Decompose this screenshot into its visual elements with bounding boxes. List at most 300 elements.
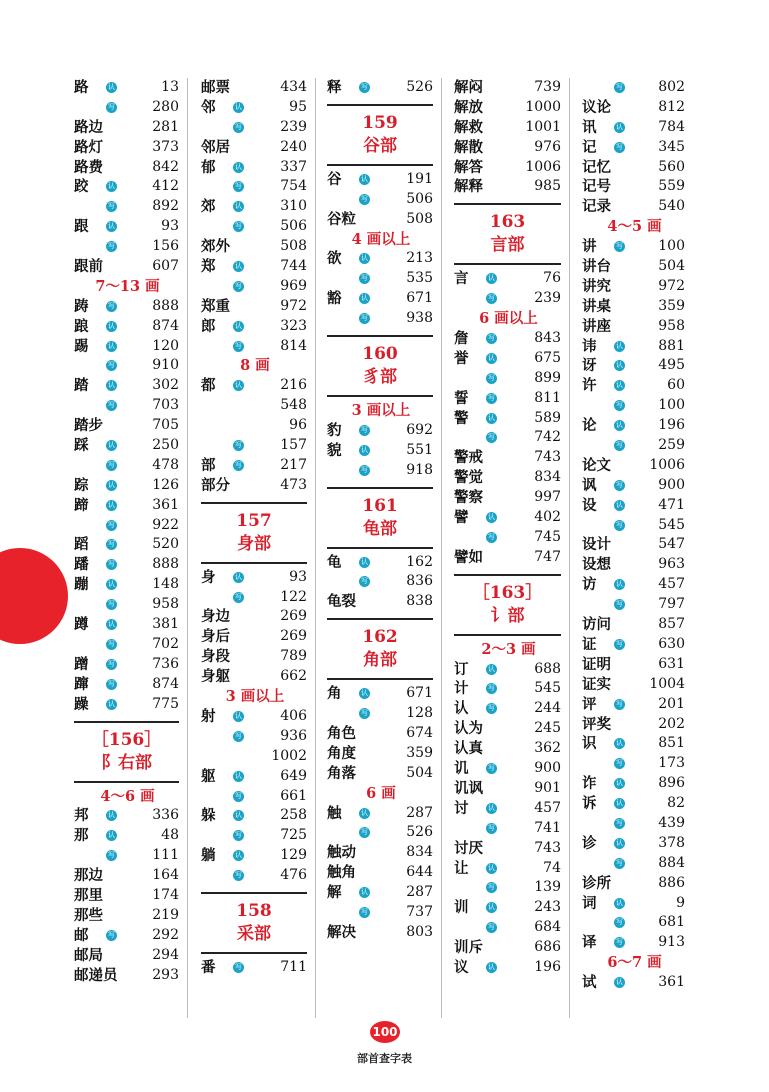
entry-word: 讲究 (582, 277, 611, 295)
radical-name: 讠部 (490, 605, 525, 626)
stroke-count-heading: 3 画以上 (351, 402, 411, 420)
page-ref: 711 (280, 958, 307, 975)
entry-word: 讲桌 (582, 297, 611, 315)
page-ref: 1002 (271, 747, 307, 764)
page-ref: 302 (152, 377, 179, 394)
page-ref: 111 (152, 847, 179, 864)
page-ref: 547 (658, 536, 685, 553)
page-ref: 812 (658, 98, 685, 115)
index-entry (72, 98, 183, 118)
index-entry (325, 572, 437, 592)
entry-word: 蹭 (74, 655, 89, 673)
page-ref: 508 (406, 210, 433, 227)
write-tag-icon: 写 (235, 962, 242, 971)
page-ref: 560 (658, 158, 685, 175)
page-ref: 1006 (649, 456, 685, 473)
index-column-2 (199, 78, 316, 1018)
page-ref: 173 (658, 755, 685, 772)
recognize-tag-icon: 认 (108, 341, 115, 350)
entry-word: 解释 (454, 178, 483, 196)
page-ref: 310 (280, 198, 307, 215)
page-ref: 361 (658, 974, 685, 991)
page-ref: 337 (280, 158, 307, 175)
index-entry (452, 138, 565, 158)
index-entry (580, 734, 689, 754)
write-tag-icon: 写 (235, 871, 242, 880)
page-ref: 471 (658, 496, 685, 513)
recognize-tag-icon: 认 (361, 174, 368, 183)
recognize-tag-icon: 认 (108, 182, 115, 191)
index-entry (199, 197, 311, 217)
write-tag-icon: 写 (361, 194, 368, 203)
index-entry (580, 774, 689, 794)
index-column-5 (580, 78, 693, 1018)
index-entry (72, 695, 183, 715)
entry-word: 郑重 (201, 297, 230, 315)
write-tag-icon: 写 (108, 460, 115, 469)
index-entry (325, 249, 437, 269)
page-ref: 874 (152, 675, 179, 692)
page-ref: 607 (152, 258, 179, 275)
page-ref: 834 (406, 844, 433, 861)
page-ref: 216 (280, 377, 307, 394)
page-ref: 884 (658, 854, 685, 871)
page-ref: 814 (280, 337, 307, 354)
write-tag-icon: 写 (616, 480, 623, 489)
index-entry (199, 647, 311, 667)
index-entry (580, 98, 689, 118)
radical-name: 言部 (490, 235, 525, 256)
index-entry (452, 779, 565, 799)
recognize-tag-icon: 认 (108, 831, 115, 840)
index-entry (580, 376, 689, 396)
page-ref: 294 (152, 946, 179, 963)
recognize-tag-icon: 认 (488, 413, 495, 422)
index-entry (72, 197, 183, 217)
index-entry (452, 98, 565, 118)
page-ref: 913 (658, 934, 685, 951)
recognize-tag-icon: 认 (488, 803, 495, 812)
index-entry (72, 575, 183, 595)
entry-word: 议 (454, 958, 469, 976)
write-tag-icon: 写 (108, 600, 115, 609)
write-tag-icon: 写 (235, 791, 242, 800)
index-entry (199, 826, 311, 846)
write-tag-icon: 写 (616, 600, 623, 609)
page-ref: 362 (534, 740, 561, 757)
entry-word: 许 (582, 377, 597, 395)
page-ref: 269 (280, 628, 307, 645)
index-entry (72, 476, 183, 496)
page-ref: 162 (406, 553, 433, 570)
index-entry (72, 595, 183, 615)
write-tag-icon: 写 (235, 592, 242, 601)
page-ref: 240 (280, 138, 307, 155)
radical-section-header (74, 721, 179, 783)
entry-word: 邮 (74, 926, 89, 944)
page-ref: 881 (658, 337, 685, 354)
recognize-tag-icon: 认 (616, 898, 623, 907)
recognize-tag-icon: 认 (235, 162, 242, 171)
index-entry (72, 806, 183, 826)
index-entry (580, 715, 689, 735)
entry-word: 郊外 (201, 238, 230, 256)
entry-word: 解答 (454, 158, 483, 176)
page-ref: 540 (658, 198, 685, 215)
write-tag-icon: 写 (108, 540, 115, 549)
index-entry (580, 476, 689, 496)
write-tag-icon: 写 (616, 142, 623, 151)
recognize-tag-icon: 认 (235, 711, 242, 720)
index-entry (325, 289, 437, 309)
entry-word: 躲 (201, 807, 216, 825)
recognize-tag-icon: 认 (488, 353, 495, 362)
entry-word: 邮票 (201, 79, 230, 96)
page-ref: 244 (534, 700, 561, 717)
page-ref: 100 (658, 238, 685, 255)
index-entry (325, 744, 437, 764)
write-tag-icon: 写 (616, 818, 623, 827)
entry-word: 跟 (74, 218, 89, 236)
index-entry (580, 635, 689, 655)
write-tag-icon: 写 (488, 823, 495, 832)
page-ref: 736 (152, 655, 179, 672)
entry-word: 龟裂 (327, 593, 356, 611)
recognize-tag-icon: 认 (235, 381, 242, 390)
write-tag-icon: 写 (108, 401, 115, 410)
write-tag-icon: 写 (235, 731, 242, 740)
entry-word: 郑 (201, 258, 216, 276)
entry-word: 议论 (582, 98, 611, 116)
index-entry (325, 863, 437, 883)
entry-word: 踩 (74, 437, 89, 455)
index-entry (72, 866, 183, 886)
index-entry (580, 933, 689, 953)
entry-word: 诊所 (582, 874, 611, 892)
index-entry (452, 369, 565, 389)
entry-word: 踉 (74, 317, 89, 335)
index-entry (580, 197, 689, 217)
page-ref: 478 (152, 456, 179, 473)
index-entry (452, 508, 565, 528)
write-tag-icon: 写 (235, 122, 242, 131)
entry-word: 踪 (74, 476, 89, 494)
page-ref: 589 (534, 409, 561, 426)
page-ref: 381 (152, 616, 179, 633)
page-ref: 739 (534, 79, 561, 95)
page-ref: 874 (152, 317, 179, 334)
index-entry (580, 297, 689, 317)
entry-word: 郊 (201, 198, 216, 216)
index-entry (325, 553, 437, 573)
index-entry (580, 158, 689, 178)
entry-word: 譬 (454, 509, 469, 527)
radical-number: 162 (362, 627, 398, 648)
index-entry (72, 177, 183, 197)
entry-word: 触动 (327, 844, 356, 862)
write-tag-icon: 写 (108, 679, 115, 688)
page-ref: 938 (406, 310, 433, 327)
page-ref: 548 (280, 397, 307, 414)
write-tag-icon: 写 (108, 930, 115, 939)
recognize-tag-icon: 认 (235, 202, 242, 211)
recognize-tag-icon: 认 (108, 441, 115, 450)
index-entry (72, 217, 183, 237)
index-entry (452, 918, 565, 938)
entry-word: 蹄 (74, 496, 89, 514)
page-ref: 139 (534, 879, 561, 896)
page-ref: 888 (152, 556, 179, 573)
entry-word: 警 (454, 409, 469, 427)
index-entry (199, 376, 311, 396)
radical-number: 163 (489, 212, 526, 233)
page-ref: 174 (152, 886, 179, 903)
recognize-tag-icon: 认 (488, 274, 495, 283)
page-ref: 797 (658, 596, 685, 613)
index-entry (199, 667, 311, 687)
recognize-tag-icon: 认 (488, 664, 495, 673)
entry-word: 访问 (582, 616, 611, 634)
recognize-tag-icon: 认 (616, 978, 623, 987)
write-tag-icon: 写 (616, 699, 623, 708)
recognize-tag-icon: 认 (235, 811, 242, 820)
page-ref: 213 (406, 250, 433, 267)
index-entry (452, 389, 565, 409)
page-ref: 506 (280, 218, 307, 235)
index-entry (325, 210, 437, 230)
index-entry (199, 237, 311, 257)
entry-word: 讥讽 (454, 779, 483, 797)
recognize-tag-icon: 认 (361, 445, 368, 454)
page-ref: 74 (543, 859, 561, 876)
page-ref: 802 (658, 79, 685, 95)
entry-word: 触角 (327, 864, 356, 882)
index-entry (199, 767, 311, 787)
index-entry (199, 277, 311, 297)
index-entry (199, 337, 311, 357)
index-entry (199, 78, 311, 98)
radical-number: 159 (362, 112, 398, 133)
index-entry (580, 615, 689, 635)
page-ref: 287 (406, 804, 433, 821)
entry-word: 谷粒 (327, 210, 356, 228)
entry-word: 躁 (74, 695, 89, 713)
page-ref: 191 (406, 170, 433, 187)
page-ref: 457 (658, 576, 685, 593)
stroke-count-heading: 4 画以上 (351, 230, 411, 248)
index-entry (325, 441, 437, 461)
index-entry (199, 456, 311, 476)
index-entry (199, 257, 311, 277)
recognize-tag-icon: 认 (108, 811, 115, 820)
index-entry (72, 237, 183, 257)
index-entry (72, 946, 183, 966)
page-ref: 60 (667, 377, 685, 394)
write-tag-icon: 写 (235, 831, 242, 840)
entry-word: 讲座 (582, 317, 611, 335)
radical-number: 160 (362, 344, 398, 365)
index-entry (452, 118, 565, 138)
index-entry (72, 376, 183, 396)
page-ref: 703 (152, 397, 179, 414)
write-tag-icon: 写 (108, 560, 115, 569)
index-entry (580, 535, 689, 555)
index-entry (72, 456, 183, 476)
index-entry (452, 660, 565, 680)
recognize-tag-icon: 认 (616, 381, 623, 390)
recognize-tag-icon: 认 (235, 102, 242, 111)
index-entry (452, 269, 565, 289)
entry-word: 谷 (327, 170, 342, 188)
index-entry (580, 317, 689, 337)
entry-word: 讨厌 (454, 839, 483, 857)
page-ref: 439 (658, 814, 685, 831)
write-tag-icon: 写 (616, 520, 623, 529)
entry-word: 解决 (327, 923, 356, 941)
entry-word: 讲 (582, 238, 597, 256)
page-ref: 82 (667, 795, 685, 812)
index-entry (580, 595, 689, 615)
index-entry (72, 655, 183, 675)
entry-word: 身 (201, 568, 216, 586)
entry-word: 认为 (454, 720, 483, 738)
index-entry (199, 806, 311, 826)
page-ref: 196 (658, 417, 685, 434)
recognize-tag-icon: 认 (616, 838, 623, 847)
page-ref: 545 (534, 680, 561, 697)
entry-word: 角度 (327, 744, 356, 762)
recognize-tag-icon: 认 (361, 808, 368, 817)
radical-section-header (327, 335, 433, 397)
radical-section-header (327, 618, 433, 680)
write-tag-icon: 写 (488, 373, 495, 382)
index-entry (325, 421, 437, 441)
write-tag-icon: 写 (616, 918, 623, 927)
page-ref: 900 (534, 760, 561, 777)
entry-word: 训斥 (454, 939, 483, 957)
page-ref: 559 (658, 178, 685, 195)
recognize-tag-icon: 认 (108, 222, 115, 231)
page-ref: 293 (152, 966, 179, 983)
index-entry (199, 217, 311, 237)
page-ref: 1004 (649, 675, 685, 692)
index-entry (452, 819, 565, 839)
recognize-tag-icon: 认 (361, 294, 368, 303)
page-ref: 997 (534, 489, 561, 506)
entry-word: 誉 (454, 349, 469, 367)
recognize-tag-icon: 认 (361, 689, 368, 698)
radical-name: 身部 (237, 533, 271, 554)
write-tag-icon: 写 (361, 709, 368, 718)
page-ref: 745 (534, 528, 561, 545)
index-entry (452, 679, 565, 699)
entry-word: 讥 (454, 760, 469, 778)
page-ref: 259 (658, 437, 685, 454)
index-entry (325, 843, 437, 863)
index-entry (325, 269, 437, 289)
entry-word: 踌 (74, 297, 89, 315)
index-entry (325, 704, 437, 724)
write-tag-icon: 写 (616, 759, 623, 768)
write-tag-icon: 写 (616, 441, 623, 450)
recognize-tag-icon: 认 (616, 500, 623, 509)
write-tag-icon: 写 (235, 460, 242, 469)
page-ref: 958 (152, 596, 179, 613)
index-entry (325, 684, 437, 704)
index-entry (199, 588, 311, 608)
entry-word: 誓 (454, 389, 469, 407)
page-ref: 95 (289, 98, 307, 115)
page-ref: 336 (152, 807, 179, 824)
index-entry (72, 846, 183, 866)
recognize-tag-icon: 认 (108, 83, 115, 91)
page-ref: 775 (152, 695, 179, 712)
entry-word: 译 (582, 934, 597, 952)
index-entry (325, 78, 437, 98)
entry-word: 证实 (582, 675, 611, 693)
page-ref: 93 (289, 568, 307, 585)
write-tag-icon: 写 (616, 938, 623, 947)
index-entry (72, 138, 183, 158)
radical-section-header (201, 892, 307, 954)
index-entry (72, 436, 183, 456)
page-ref: 506 (406, 190, 433, 207)
page-ref: 508 (280, 238, 307, 255)
write-tag-icon: 写 (616, 401, 623, 410)
entry-word: 詹 (454, 330, 469, 348)
entry-word: 龟 (327, 553, 342, 571)
entry-word: 躺 (201, 847, 216, 865)
page-ref: 743 (534, 839, 561, 856)
write-tag-icon: 写 (361, 83, 368, 91)
index-entry (452, 878, 565, 898)
recognize-tag-icon: 认 (108, 699, 115, 708)
index-entry (199, 568, 311, 588)
index-entry (199, 158, 311, 178)
entry-word: 警戒 (454, 449, 483, 467)
index-entry (580, 337, 689, 357)
index-entry (199, 317, 311, 337)
radical-number: 157 (236, 510, 272, 531)
index-entry (580, 794, 689, 814)
entry-word: 部 (201, 456, 216, 474)
page-ref: 201 (658, 695, 685, 712)
recognize-tag-icon: 认 (616, 799, 623, 808)
write-tag-icon: 写 (108, 102, 115, 111)
entry-word: 邦 (74, 807, 89, 825)
stroke-count-heading: 4～5 画 (607, 218, 662, 236)
page-ref: 985 (534, 178, 561, 195)
index-entry (580, 754, 689, 774)
index-entry (580, 913, 689, 933)
stroke-count-heading: 8 画 (240, 357, 270, 375)
page-ref: 243 (534, 899, 561, 916)
page-ref: 520 (152, 536, 179, 553)
page-ref: 156 (152, 238, 179, 255)
entry-word: 踏步 (74, 417, 103, 435)
write-tag-icon: 写 (235, 341, 242, 350)
entry-word: 那些 (74, 906, 103, 924)
stroke-count-heading: 3 画以上 (225, 688, 285, 706)
recognize-tag-icon: 认 (616, 341, 623, 350)
radical-name: 阝右部 (101, 752, 152, 773)
recognize-tag-icon: 认 (616, 580, 623, 589)
recognize-tag-icon: 认 (361, 888, 368, 897)
index-entry (452, 448, 565, 468)
page-ref: 93 (161, 218, 179, 235)
index-entry (199, 476, 311, 496)
index-entry (199, 436, 311, 456)
